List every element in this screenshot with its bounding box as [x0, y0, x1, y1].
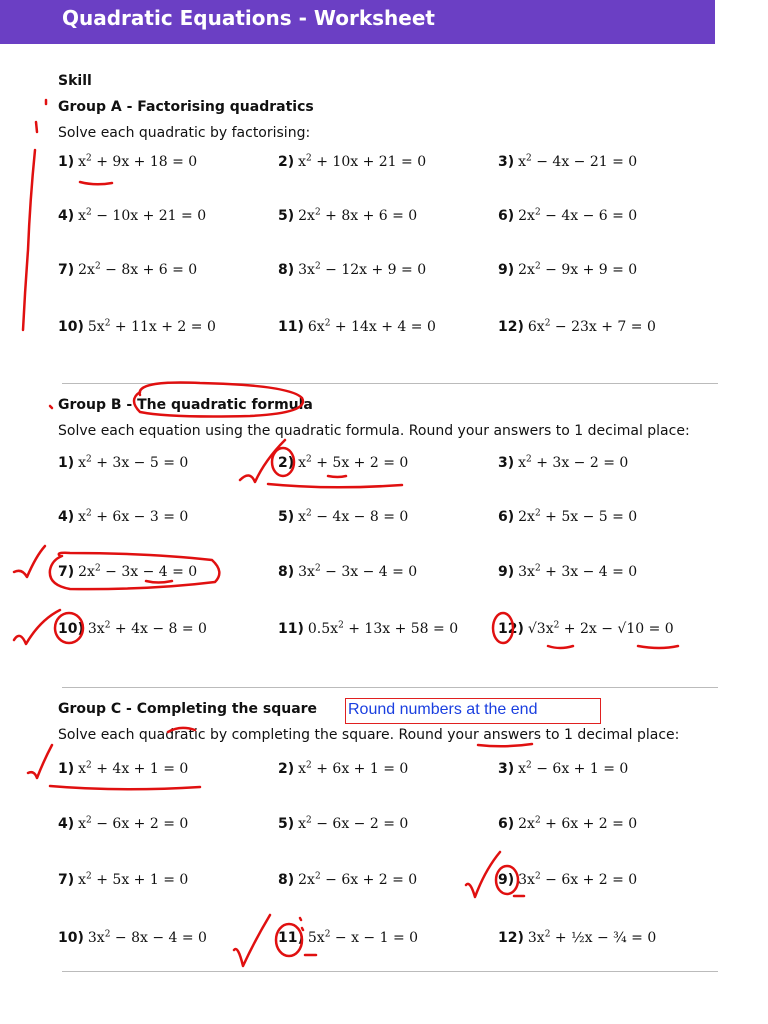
equation-remainder: + 5x + 2 = 0: [311, 454, 409, 471]
equation-exponent: 2: [534, 815, 541, 825]
question-item: [278, 261, 426, 278]
equation-lead-term: x: [518, 760, 527, 777]
note-text: Round numbers at the end: [348, 701, 538, 718]
question-number: 1): [58, 454, 75, 471]
question-number: 7): [58, 261, 75, 278]
check-c9: [466, 852, 500, 897]
equation-remainder: + 3x − 2 = 0: [531, 454, 629, 471]
equation-lead-term: x: [78, 871, 87, 888]
equation-exponent: 2: [306, 153, 312, 163]
check-b10: [14, 610, 60, 644]
question-equation: [298, 872, 417, 888]
question-equation: [88, 319, 216, 335]
equation-exponent: 2: [534, 563, 541, 573]
equation-remainder: + 6x + 2 = 0: [540, 815, 638, 832]
question-equation: [78, 761, 188, 777]
equation-exponent: 2: [86, 508, 92, 518]
equation-remainder: − 6x + 2 = 0: [91, 815, 189, 832]
question-equation: [518, 509, 637, 525]
question-number: 12): [498, 318, 524, 335]
equation-remainder: + 10x + 21 = 0: [311, 153, 427, 170]
equation-remainder: − 4x − 6 = 0: [540, 207, 638, 224]
underline-b7-4: [146, 581, 172, 583]
note-box: [345, 698, 601, 724]
question-item: [278, 929, 418, 946]
equation-remainder: − 10x + 21 = 0: [91, 207, 207, 224]
equation-exponent: 2: [338, 620, 344, 630]
equation-exponent: 2: [534, 261, 541, 271]
equation-remainder: + 4x + 1 = 0: [91, 760, 189, 777]
equation-remainder: − 8x + 6 = 0: [100, 261, 198, 278]
question-item: [498, 563, 637, 580]
question-equation: [528, 319, 656, 335]
underline-b12a: [548, 646, 573, 648]
question-equation: [78, 455, 188, 471]
equation-lead-term: 2x: [518, 207, 535, 224]
equation-exponent: 2: [314, 871, 321, 881]
equation-lead-term: x: [298, 454, 307, 471]
equation-lead-term: 6x: [527, 318, 545, 335]
group-c-instruction: Solve each quadratic by completing the square. Round your answers to 1 decimal place:: [58, 727, 680, 743]
question-item: [498, 620, 674, 637]
check-b7: [14, 546, 45, 577]
equation-remainder: + 3x − 5 = 0: [91, 454, 189, 471]
equation-lead-term: 3x: [518, 563, 535, 580]
equation-remainder: + 14x + 4 = 0: [330, 318, 436, 335]
question-equation: [518, 154, 637, 170]
equation-remainder: − 6x + 1 = 0: [531, 760, 629, 777]
question-item: [278, 760, 408, 777]
equation-lead-term: 5x: [87, 318, 105, 335]
equation-exponent: 2: [324, 318, 331, 328]
question-number: 12): [498, 929, 524, 946]
equation-lead-term: x: [78, 153, 87, 170]
equation-remainder: + 5x − 5 = 0: [540, 508, 638, 525]
equation-lead-term: x: [298, 508, 307, 525]
equation-lead-term: √3x: [527, 620, 554, 637]
equation-exponent: 2: [86, 760, 92, 770]
equation-lead-term: x: [298, 760, 307, 777]
question-number: 8): [278, 261, 295, 278]
question-equation: [528, 621, 674, 637]
underline-a1: [80, 182, 112, 184]
equation-lead-term: 2x: [78, 261, 95, 278]
question-number: 9): [498, 563, 515, 580]
question-equation: [298, 564, 417, 580]
question-item: [498, 508, 637, 525]
equation-remainder: + 2x − √10 = 0: [559, 620, 674, 637]
question-number: 4): [58, 815, 75, 832]
divider-c: [62, 971, 718, 972]
equation-lead-term: 3x: [298, 563, 315, 580]
question-number: 5): [278, 815, 295, 832]
question-item: [278, 815, 408, 832]
question-item: [498, 929, 656, 946]
equation-lead-term: 5x: [307, 929, 325, 946]
equation-remainder: − 6x + 2 = 0: [320, 871, 418, 888]
equation-exponent: 2: [86, 815, 92, 825]
equation-remainder: + 8x + 6 = 0: [320, 207, 418, 224]
question-item: [498, 454, 628, 471]
question-item: [498, 760, 628, 777]
question-equation: [518, 761, 628, 777]
question-equation: [78, 208, 206, 224]
question-number: 6): [498, 815, 515, 832]
question-equation: [78, 509, 188, 525]
skill-label: Skill: [58, 73, 92, 89]
equation-remainder: − 4x − 8 = 0: [311, 508, 409, 525]
equation-exponent: 2: [104, 929, 111, 939]
equation-lead-term: 2x: [298, 871, 315, 888]
equation-exponent: 2: [314, 261, 321, 271]
equation-lead-term: x: [298, 153, 307, 170]
question-item: [278, 318, 436, 335]
question-item: [58, 508, 188, 525]
divider-b: [62, 687, 718, 688]
question-number: 7): [58, 871, 75, 888]
equation-remainder: + 11x + 2 = 0: [110, 318, 216, 335]
equation-exponent: 2: [306, 760, 312, 770]
equation-lead-term: 0.5x: [307, 620, 339, 637]
equation-exponent: 2: [86, 153, 92, 163]
equation-remainder: − 4x − 21 = 0: [531, 153, 638, 170]
group-c-title: Group C - Completing the square: [58, 701, 318, 717]
question-equation: [518, 262, 637, 278]
equation-exponent: 2: [314, 563, 321, 573]
equation-lead-term: 2x: [298, 207, 315, 224]
question-item: [278, 153, 426, 170]
equation-remainder: − x − 1 = 0: [330, 929, 419, 946]
equation-exponent: 2: [544, 318, 551, 328]
question-item: [58, 815, 188, 832]
question-equation: [88, 621, 207, 637]
margin-line-a: [23, 100, 46, 330]
equation-remainder: − 23x + 7 = 0: [550, 318, 656, 335]
worksheet-header: [0, 0, 715, 44]
dot-b: [50, 406, 52, 408]
equation-lead-term: x: [298, 815, 307, 832]
equation-lead-term: x: [78, 760, 87, 777]
equation-exponent: 2: [526, 454, 532, 464]
question-number: 3): [498, 153, 515, 170]
question-equation: [298, 509, 408, 525]
equation-lead-term: 2x: [518, 261, 535, 278]
question-equation: [298, 262, 426, 278]
question-item: [58, 760, 188, 777]
question-item: [58, 153, 197, 170]
equation-remainder: + 5x + 1 = 0: [91, 871, 189, 888]
group-a-instruction: Solve each quadratic by factorising:: [58, 125, 311, 141]
equation-remainder: + ½x − ¾ = 0: [550, 929, 657, 946]
equation-remainder: + 3x − 4 = 0: [540, 563, 638, 580]
group-a-title: Group A - Factorising quadratics: [58, 99, 314, 115]
question-equation: [308, 930, 418, 946]
equation-remainder: + 6x + 1 = 0: [311, 760, 409, 777]
question-item: [498, 261, 637, 278]
equation-lead-term: 3x: [527, 929, 545, 946]
question-number: 12): [498, 620, 524, 637]
equation-lead-term: 3x: [298, 261, 315, 278]
question-equation: [518, 455, 628, 471]
equation-lead-term: 3x: [518, 871, 535, 888]
equation-exponent: 2: [104, 318, 111, 328]
equation-remainder: − 6x − 2 = 0: [311, 815, 409, 832]
equation-exponent: 2: [306, 815, 312, 825]
group-b-instruction: Solve each equation using the quadratic formula. Round your answers to 1 decimal place:: [58, 423, 690, 439]
equation-lead-term: x: [518, 153, 527, 170]
equation-lead-term: 3x: [87, 929, 105, 946]
question-item: [58, 871, 188, 888]
equation-exponent: 2: [306, 508, 312, 518]
question-item: [498, 318, 656, 335]
question-item: [278, 563, 417, 580]
equation-exponent: 2: [86, 454, 92, 464]
question-item: [278, 508, 408, 525]
equation-exponent: 2: [534, 508, 541, 518]
equation-remainder: − 6x + 2 = 0: [540, 871, 638, 888]
question-number: 6): [498, 207, 515, 224]
question-item: [58, 563, 197, 580]
equation-exponent: 2: [314, 207, 321, 217]
question-equation: [78, 262, 197, 278]
question-equation: [88, 930, 207, 946]
equation-exponent: 2: [94, 261, 101, 271]
question-number: 3): [498, 760, 515, 777]
question-number: 8): [278, 871, 295, 888]
equation-exponent: 2: [94, 563, 101, 573]
question-number: 4): [58, 207, 75, 224]
equation-remainder: + 9x + 18 = 0: [91, 153, 198, 170]
question-number: 11): [278, 318, 304, 335]
equation-remainder: + 6x − 3 = 0: [91, 508, 189, 525]
question-equation: [78, 154, 197, 170]
question-number: 11): [278, 929, 304, 946]
question-item: [498, 815, 637, 832]
question-item: [278, 207, 417, 224]
question-number: 2): [278, 454, 295, 471]
equation-remainder: + 13x + 58 = 0: [343, 620, 459, 637]
equation-lead-term: 3x: [87, 620, 105, 637]
question-equation: [298, 208, 417, 224]
equation-lead-term: x: [78, 815, 87, 832]
question-item: [278, 871, 417, 888]
equation-remainder: − 9x + 9 = 0: [540, 261, 638, 278]
divider-a: [62, 383, 718, 384]
question-item: [498, 153, 637, 170]
equation-lead-term: 6x: [307, 318, 325, 335]
question-item: [58, 929, 207, 946]
question-number: 10): [58, 318, 84, 335]
equation-exponent: 2: [86, 207, 92, 217]
question-number: 6): [498, 508, 515, 525]
equation-lead-term: x: [518, 454, 527, 471]
question-number: 10): [58, 929, 84, 946]
equation-exponent: 2: [534, 207, 541, 217]
equation-lead-term: 2x: [78, 563, 95, 580]
question-number: 1): [58, 153, 75, 170]
question-equation: [528, 930, 656, 946]
equation-exponent: 2: [324, 929, 331, 939]
question-number: 5): [278, 207, 295, 224]
question-equation: [78, 564, 197, 580]
question-equation: [298, 816, 408, 832]
question-equation: [518, 208, 637, 224]
equation-remainder: − 8x − 4 = 0: [110, 929, 207, 946]
question-equation: [308, 621, 458, 637]
question-item: [58, 318, 216, 335]
question-number: 3): [498, 454, 515, 471]
question-item: [278, 454, 408, 471]
worksheet-title: Quadratic Equations - Worksheet: [62, 6, 435, 30]
underline-b2-5x: [328, 476, 346, 477]
check-c11: [234, 915, 270, 966]
equation-exponent: 2: [553, 620, 560, 630]
question-number: 9): [498, 871, 515, 888]
question-number: 9): [498, 261, 515, 278]
equation-lead-term: x: [78, 454, 87, 471]
equation-exponent: 2: [544, 929, 551, 939]
question-equation: [298, 154, 426, 170]
underline-c-answers: [478, 744, 532, 746]
question-item: [498, 871, 637, 888]
question-item: [278, 620, 458, 637]
question-equation: [298, 761, 408, 777]
question-equation: [518, 564, 637, 580]
question-number: 2): [278, 760, 295, 777]
equation-lead-term: x: [78, 207, 87, 224]
equation-remainder: + 4x − 8 = 0: [110, 620, 207, 637]
question-equation: [518, 816, 637, 832]
equation-exponent: 2: [534, 871, 541, 881]
equation-exponent: 2: [526, 760, 532, 770]
equation-lead-term: 2x: [518, 508, 535, 525]
equation-exponent: 2: [86, 871, 92, 881]
question-number: 10): [58, 620, 84, 637]
equation-exponent: 2: [306, 454, 312, 464]
question-number: 2): [278, 153, 295, 170]
equation-lead-term: x: [78, 508, 87, 525]
question-item: [58, 454, 188, 471]
equation-remainder: − 3x − 4 = 0: [320, 563, 418, 580]
question-equation: [78, 872, 188, 888]
equation-remainder: − 3x − 4 = 0: [100, 563, 198, 580]
question-number: 11): [278, 620, 304, 637]
equation-remainder: − 12x + 9 = 0: [320, 261, 427, 278]
question-item: [58, 207, 206, 224]
equation-exponent: 2: [526, 153, 532, 163]
underline-b2: [268, 484, 402, 487]
question-number: 7): [58, 563, 75, 580]
underline-b12b: [638, 646, 678, 648]
group-b-title: Group B - The quadratic formula: [58, 397, 313, 413]
question-number: 4): [58, 508, 75, 525]
question-equation: [518, 872, 637, 888]
question-equation: [308, 319, 436, 335]
question-equation: [298, 455, 408, 471]
question-number: 8): [278, 563, 295, 580]
question-number: 1): [58, 760, 75, 777]
equation-exponent: 2: [104, 620, 111, 630]
question-item: [58, 261, 197, 278]
question-item: [498, 207, 637, 224]
check-c1: [28, 745, 52, 778]
question-equation: [78, 816, 188, 832]
underline-c1: [50, 786, 200, 789]
question-item: [58, 620, 207, 637]
question-number: 5): [278, 508, 295, 525]
equation-lead-term: 2x: [518, 815, 535, 832]
